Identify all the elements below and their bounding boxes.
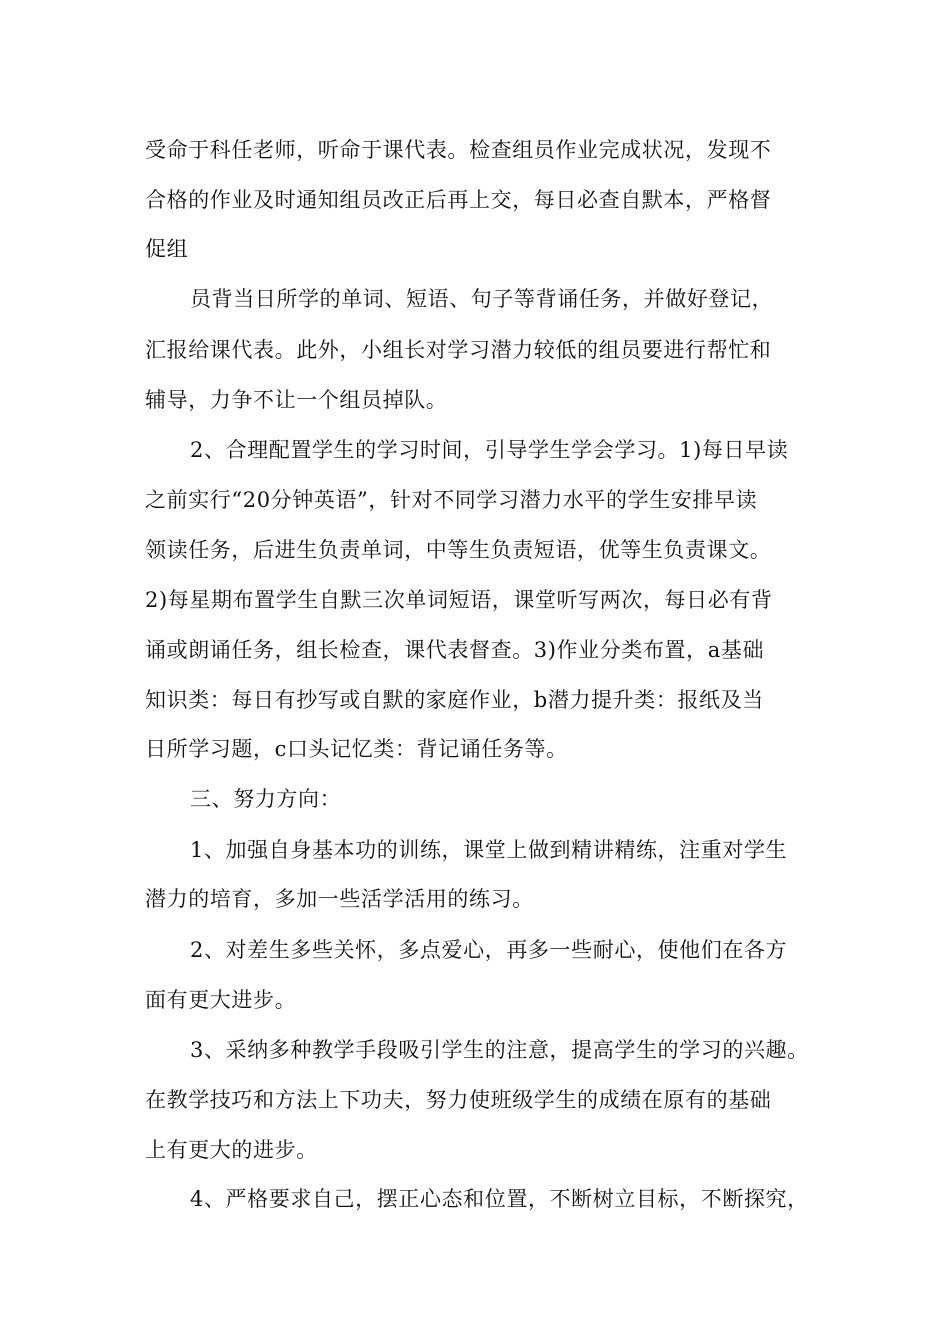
text-line: 3、采纳多种教学手段吸引学生的注意，提高学生的学习的兴趣。	[190, 1038, 809, 1062]
text-line: 知识类：每日有抄写或自默的家庭作业，b潜力提升类：报纸及当	[145, 688, 764, 712]
text-line: 受命于科任老师，听命于课代表。检查组员作业完成状况，发现不	[145, 138, 772, 162]
text-line: 在教学技巧和方法上下功夫，努力使班级学生的成绩在原有的基础	[145, 1088, 772, 1112]
text-line: 诵或朗诵任务，组长检查，课代表督查。3)作业分类布置，a基础	[145, 638, 765, 662]
text-line: 合格的作业及时通知组员改正后再上交，每日必查自默本，严格督	[145, 188, 772, 212]
text-line: 2、合理配置学生的学习时间，引导学生学会学习。1)每日早读	[190, 438, 789, 462]
text-line: 面有更大进步。	[145, 988, 297, 1012]
text-line: 辅导，力争不让一个组员掉队。	[145, 388, 448, 412]
text-line: 领读任务，后进生负责单词，中等生负责短语，优等生负责课文。	[145, 538, 772, 562]
text-line: 2)每星期布置学生自默三次单词短语，课堂听写两次，每日必有背	[145, 588, 773, 612]
text-line: 潜力的培育，多加一些活学活用的练习。	[145, 887, 534, 911]
text-line: 之前实行“20分钟英语”，针对不同学习潜力水平的学生安排早读	[145, 488, 758, 512]
text-line: 上有更大的进步。	[145, 1138, 318, 1162]
section-heading: 三、努力方向：	[190, 787, 342, 811]
text-line: 1、加强自身基本功的训练，课堂上做到精讲精练，注重对学生	[190, 838, 788, 862]
text-line: 日所学习题，c口头记忆类：背记诵任务等。	[145, 737, 568, 761]
text-line: 员背当日所学的单词、短语、句子等背诵任务，并做好登记，	[190, 287, 774, 311]
text-line: 促组	[145, 237, 189, 261]
text-line: 汇报给课代表。此外，小组长对学习潜力较低的组员要进行帮忙和	[145, 338, 772, 362]
text-line: 2、对差生多些关怀，多点爱心，再多一些耐心，使他们在各方	[190, 938, 788, 962]
text-line: 4、严格要求自己，摆正心态和位置，不断树立目标，不断探究，	[190, 1187, 809, 1211]
